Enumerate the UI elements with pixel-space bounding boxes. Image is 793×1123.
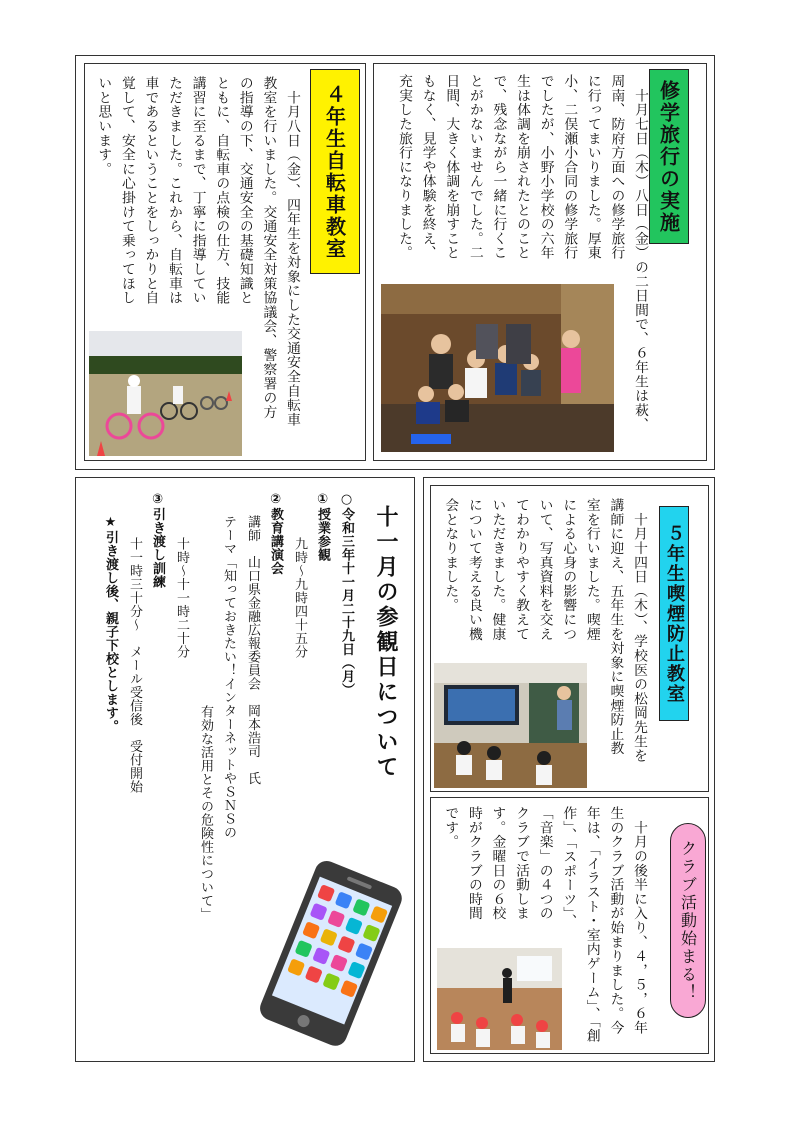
lecture-lecturer: 講師 山口県金融広報委員会 岡本浩司 氏 xyxy=(245,515,260,785)
club-line: 「音楽」の４つの xyxy=(536,806,553,921)
smoke-line: 会となりました。 xyxy=(442,498,459,613)
trip-article xyxy=(373,63,707,461)
lecture-time: 十時～十一時二十分 xyxy=(174,537,189,659)
trip-line: 日間、大きく体調を崩すこと xyxy=(443,74,460,260)
bike-line: の指導の下、交通安全の基礎知識と xyxy=(236,76,253,305)
lesson-time: 九時～九時四十五分 xyxy=(292,537,307,659)
trip-line: に行ってまいりました。厚東 xyxy=(584,74,601,260)
bike-line: 教室を行いました。交通安全対策協議会、警察署の方 xyxy=(260,76,277,420)
smoke-title: ５年生喫煙防止教室 xyxy=(659,506,689,721)
bike-line: ただきました。これから、自転車は xyxy=(166,76,183,305)
smoke-photo xyxy=(434,663,587,788)
bike-article xyxy=(84,63,366,461)
club-line: 時がクラブの時間 xyxy=(465,806,482,921)
bike-line: 十月八日（金）、四年生を対象にした交通安全自転車 xyxy=(284,76,300,427)
club-article xyxy=(430,797,709,1054)
lecture-theme: テーマ「知っておきたい！インターネットやＳＮＳの xyxy=(221,515,236,839)
club-line: です。 xyxy=(442,806,459,849)
smartphone-icon xyxy=(250,858,410,1048)
trip-line: 十月七日（木）八日（金）の二日間で、６年生は萩、 xyxy=(632,74,648,432)
trip-photo-image xyxy=(381,284,614,452)
smoke-line: 十月十四日（木）、学校医の松岡先生を xyxy=(631,498,647,763)
club-photo-image xyxy=(437,948,562,1050)
trip-line: 充実した旅行になりました。 xyxy=(396,74,413,260)
smoke-line: てわかりやすく教えて xyxy=(513,498,530,641)
lecture-theme-cont: 有効な活用とその危険性について」 xyxy=(198,705,213,921)
handover-time: 十一時三十分～ メール受信後 受付開始 xyxy=(127,537,142,794)
trip-line: 周南、防府方面への修学旅行 xyxy=(608,74,625,260)
club-title: クラブ活動始まる！ xyxy=(670,823,706,1018)
bike-title: ４年生自転車教室 xyxy=(310,69,360,274)
smoke-line: いて、写真資料を交え xyxy=(536,498,553,641)
bike-line: 覚して、安全に心掛けて乗ってほし xyxy=(118,76,135,305)
trip-line: 生は体調を崩されたとのこと xyxy=(514,74,531,260)
lesson-heading: ①授業参観 xyxy=(315,492,330,562)
trip-title: 修学旅行の実施 xyxy=(649,69,689,244)
smoke-line: 講師に迎え、五年生を対象に喫煙防止教 xyxy=(607,498,624,756)
club-line: 十月の後半に入り、４，５，６年 xyxy=(631,806,647,1035)
trip-photo xyxy=(381,284,614,452)
handover-heading: ③引き渡し訓練 xyxy=(150,492,165,589)
club-line: クラブで活動しま xyxy=(513,806,530,921)
club-line: す。金曜日の６校 xyxy=(489,806,506,921)
club-line: 年は、「イラスト・室内ゲーム」、「創 xyxy=(583,806,600,1043)
visit-title: 十一月の参観日について xyxy=(373,505,398,780)
smoke-line: について考える良い機 xyxy=(465,498,482,641)
trip-line: でしたが、小野小学校の六年 xyxy=(537,74,554,260)
lecture-heading: ②教育講演会 xyxy=(268,492,283,575)
smoke-photo-image xyxy=(434,663,587,788)
bike-line: 車であるということをしっかりと自 xyxy=(142,76,159,305)
trip-body xyxy=(391,74,651,432)
bike-line: いと思います。 xyxy=(95,76,112,177)
club-photo xyxy=(437,948,562,1050)
visit-date: ○令和三年十一月二十九日（月） xyxy=(339,492,354,697)
bike-line: ともに、自転車の点検の仕方、技能 xyxy=(213,76,230,305)
smoke-line: による心身の影響につ xyxy=(560,498,577,641)
trip-line: もなく、見学や体験を終え、 xyxy=(419,74,436,260)
club-line: 生のクラブ活動が始まりました。今 xyxy=(607,806,624,1035)
smartphone-illustration xyxy=(250,858,410,1048)
club-line: 作」、「スポーツ」、 xyxy=(560,806,577,929)
smoke-line: 室を行いました。喫煙 xyxy=(583,498,600,641)
bike-photo-image xyxy=(89,331,242,456)
handover-note: ★引き渡し後、親子下校とします。 xyxy=(103,515,118,733)
bike-line: 講習に至るまで、丁寧に指導してい xyxy=(189,76,206,305)
trip-line: 小、二俣瀬小合同の修学旅行 xyxy=(561,74,578,260)
trip-line: とがかないませんでした。二 xyxy=(466,74,483,260)
trip-line: で、残念ながら一緒に行くこ xyxy=(490,74,507,260)
bike-photo xyxy=(89,331,242,456)
smoke-article xyxy=(430,485,709,792)
smoke-line: いただきました。健康 xyxy=(489,498,506,641)
